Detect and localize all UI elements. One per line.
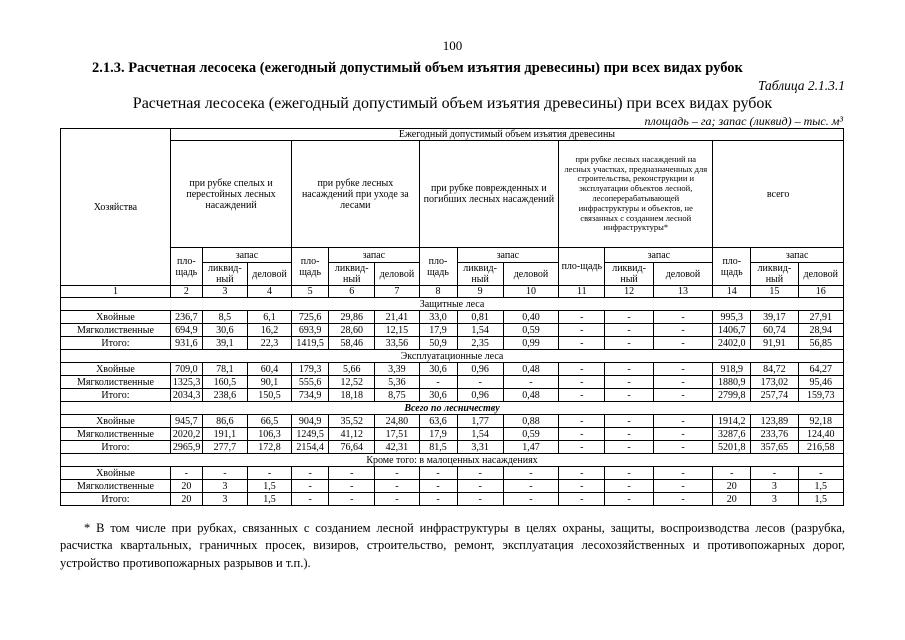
table-cell: -: [457, 493, 503, 506]
table-cell: -: [653, 376, 713, 389]
table-cell: -: [375, 480, 419, 493]
table-cell: 3: [751, 480, 798, 493]
table-cell: 1,47: [503, 441, 558, 454]
table-cell: 17,9: [419, 324, 457, 337]
table-cell: 33,0: [419, 311, 457, 324]
section-heading: 2.1.3. Расчетная лесосека (ежегодный допустимый объем изъятия древесины) при всех видах рубок: [92, 60, 743, 76]
allowable-cut-table: [60, 128, 844, 506]
table-cell: -: [653, 363, 713, 376]
table-cell: -: [559, 337, 605, 350]
table-row: [61, 441, 844, 454]
table-cell: 555,6: [292, 376, 329, 389]
table-cell: -: [457, 376, 503, 389]
row-farm-name: Хвойные: [61, 415, 171, 428]
units-label: площадь – га; запас (ликвид) – тыс. м³: [644, 114, 843, 128]
table-cell: -: [292, 467, 329, 480]
table-cell: 216,58: [798, 441, 843, 454]
header-liquid: ликвид-ный: [751, 263, 798, 286]
table-cell: 1419,5: [292, 337, 329, 350]
table-cell: 20: [713, 480, 751, 493]
table-cell: 191,1: [202, 428, 247, 441]
table-cell: 1,5: [798, 480, 843, 493]
table-cell: -: [202, 467, 247, 480]
table-cell: -: [605, 389, 653, 402]
table-cell: 2154,4: [292, 441, 329, 454]
table-cell: 3,31: [457, 441, 503, 454]
column-number: 5: [292, 286, 329, 298]
column-number: 9: [457, 286, 503, 298]
section-title: Защитные леса: [61, 298, 844, 311]
table-cell: 106,3: [247, 428, 291, 441]
row-farm-name: Хвойные: [61, 311, 171, 324]
column-number: 16: [798, 286, 843, 298]
table-cell: -: [653, 467, 713, 480]
table-cell: 1,5: [247, 493, 291, 506]
table-cell: 81,5: [419, 441, 457, 454]
table-cell: -: [605, 311, 653, 324]
header-business: деловой: [798, 263, 843, 286]
table-cell: 0,99: [503, 337, 558, 350]
table-cell: 27,91: [798, 311, 843, 324]
header-business: деловой: [653, 263, 713, 286]
header-group-total: всего: [713, 141, 844, 248]
footnote: * В том числе при рубках, связанных с созданием лесной инфраструктуры в целях охраны, защиты, воспроизводства лесов (разрубка, расчистка квартальных, граничных просек, визиров, строительство, ремонт, эксплуатация лесохозяйственных и противопожарных дорог, устройство противопожарных разрывов и т.п.).: [60, 521, 845, 570]
table-cell: -: [329, 493, 375, 506]
section-title: Эксплуатационные леса: [61, 350, 844, 363]
row-farm-name: Мягколиственные: [61, 480, 171, 493]
header-area: пло-щадь: [419, 248, 457, 286]
table-cell: -: [653, 480, 713, 493]
table-cell: -: [559, 376, 605, 389]
row-farm-name: Итого:: [61, 493, 171, 506]
table-cell: 172,8: [247, 441, 291, 454]
row-farm-name: Хвойные: [61, 363, 171, 376]
table-cell: -: [653, 337, 713, 350]
table-cell: -: [559, 415, 605, 428]
table-cell: -: [503, 467, 558, 480]
table-row: [61, 337, 844, 350]
table-cell: 0,96: [457, 363, 503, 376]
table-row: [61, 376, 844, 389]
table-cell: 0,40: [503, 311, 558, 324]
table-cell: -: [653, 428, 713, 441]
table-cell: 160,5: [202, 376, 247, 389]
table-cell: -: [559, 311, 605, 324]
table-cell: 277,7: [202, 441, 247, 454]
header-business: деловой: [503, 263, 558, 286]
table-cell: -: [503, 376, 558, 389]
table-cell: -: [559, 324, 605, 337]
table-cell: 20: [170, 493, 202, 506]
header-area: пло-щадь: [292, 248, 329, 286]
table-cell: 0,48: [503, 389, 558, 402]
table-cell: -: [605, 428, 653, 441]
table-row: [61, 324, 844, 337]
header-business: деловой: [375, 263, 419, 286]
table-cell: 39,17: [751, 311, 798, 324]
table-cell: -: [170, 467, 202, 480]
table-row: [61, 428, 844, 441]
table-cell: 2034,3: [170, 389, 202, 402]
table-cell: 238,6: [202, 389, 247, 402]
column-number: 3: [202, 286, 247, 298]
table-cell: -: [419, 493, 457, 506]
table-cell: -: [713, 467, 751, 480]
table-cell: 2799,8: [713, 389, 751, 402]
table-cell: 16,2: [247, 324, 291, 337]
table-cell: -: [457, 467, 503, 480]
header-stock: запас: [751, 248, 844, 263]
column-number: 13: [653, 286, 713, 298]
table-cell: -: [605, 363, 653, 376]
table-cell: 58,46: [329, 337, 375, 350]
column-number: 4: [247, 286, 291, 298]
table-cell: 1,5: [247, 480, 291, 493]
table-cell: 92,18: [798, 415, 843, 428]
header-liquid: ликвид-ный: [202, 263, 247, 286]
table-cell: 35,52: [329, 415, 375, 428]
page-number: 100: [442, 38, 463, 53]
header-area: пло-щадь: [713, 248, 751, 286]
table-cell: 12,52: [329, 376, 375, 389]
table-row: [61, 415, 844, 428]
table-cell: 1325,3: [170, 376, 202, 389]
table-cell: 17,9: [419, 428, 457, 441]
section-title: Всего по лесничеству: [61, 402, 844, 415]
table-cell: 725,6: [292, 311, 329, 324]
table-cell: -: [653, 415, 713, 428]
table-row: [61, 467, 844, 480]
table-cell: -: [559, 467, 605, 480]
table-cell: -: [751, 467, 798, 480]
column-number: 10: [503, 286, 558, 298]
section-title: Кроме того: в малоценных насаждениях: [61, 454, 844, 467]
table-cell: -: [457, 480, 503, 493]
table-cell: -: [605, 441, 653, 454]
table-cell: -: [653, 493, 713, 506]
table-title: Расчетная лесосека (ежегодный допустимый объем изъятия древесины) при всех видах рубок: [132, 95, 773, 112]
table-cell: 1249,5: [292, 428, 329, 441]
table-cell: 12,15: [375, 324, 419, 337]
table-cell: 60,74: [751, 324, 798, 337]
header-group-mature: при рубке спелых и перестойных лесных насаждений: [170, 141, 291, 248]
table-cell: 0,59: [503, 428, 558, 441]
column-number: 7: [375, 286, 419, 298]
header-group-infrastructure: при рубке лесных насаждений на лесных участках, предназначенных для строительства, реконструкции и эксплуатации объектов лесной, лесоперерабатывающей инфраструктуры и объектов, не связанных с созданием лесной инфраструктуры*: [559, 141, 713, 248]
table-cell: -: [559, 441, 605, 454]
table-cell: 918,9: [713, 363, 751, 376]
table-cell: -: [605, 415, 653, 428]
column-number: 12: [605, 286, 653, 298]
table-cell: 3,39: [375, 363, 419, 376]
table-cell: -: [653, 324, 713, 337]
table-cell: 20: [170, 480, 202, 493]
table-cell: -: [605, 324, 653, 337]
table-cell: 90,1: [247, 376, 291, 389]
table-cell: -: [559, 389, 605, 402]
table-cell: 693,9: [292, 324, 329, 337]
table-cell: -: [605, 337, 653, 350]
header-annual-volume: Ежегодный допустимый объем изъятия древесины: [170, 129, 843, 141]
table-cell: 123,89: [751, 415, 798, 428]
header-area: пло-щадь: [559, 248, 605, 286]
table-row: [61, 389, 844, 402]
table-cell: 5201,8: [713, 441, 751, 454]
table-cell: 56,85: [798, 337, 843, 350]
table-cell: 86,6: [202, 415, 247, 428]
table-cell: 22,3: [247, 337, 291, 350]
header-group-damaged: при рубке поврежденных и погибших лесных насаждений: [419, 141, 559, 248]
row-farm-name: Мягколиственные: [61, 324, 171, 337]
table-cell: -: [559, 428, 605, 441]
table-cell: 21,41: [375, 311, 419, 324]
table-cell: 931,6: [170, 337, 202, 350]
column-number: 6: [329, 286, 375, 298]
table-cell: 60,4: [247, 363, 291, 376]
table-cell: 179,3: [292, 363, 329, 376]
header-liquid: ликвид-ный: [329, 263, 375, 286]
table-cell: 995,3: [713, 311, 751, 324]
table-cell: -: [653, 441, 713, 454]
table-cell: 236,7: [170, 311, 202, 324]
row-farm-name: Мягколиственные: [61, 428, 171, 441]
table-cell: 1,5: [798, 493, 843, 506]
table-cell: 150,5: [247, 389, 291, 402]
table-cell: 42,31: [375, 441, 419, 454]
table-cell: 8,5: [202, 311, 247, 324]
table-cell: -: [653, 311, 713, 324]
table-cell: 63,6: [419, 415, 457, 428]
table-cell: 78,1: [202, 363, 247, 376]
table-cell: -: [247, 467, 291, 480]
table-cell: 0,96: [457, 389, 503, 402]
table-cell: 76,64: [329, 441, 375, 454]
table-cell: 694,9: [170, 324, 202, 337]
row-farm-name: Итого:: [61, 389, 171, 402]
table-cell: -: [419, 480, 457, 493]
table-cell: -: [375, 493, 419, 506]
table-cell: 1406,7: [713, 324, 751, 337]
table-cell: 3: [202, 493, 247, 506]
table-cell: -: [292, 493, 329, 506]
table-cell: -: [559, 480, 605, 493]
table-row: [61, 311, 844, 324]
table-cell: 29,86: [329, 311, 375, 324]
table-cell: 20: [713, 493, 751, 506]
table-cell: 24,80: [375, 415, 419, 428]
table-cell: 0,59: [503, 324, 558, 337]
table-cell: 1880,9: [713, 376, 751, 389]
table-row: [61, 493, 844, 506]
column-number: 14: [713, 286, 751, 298]
table-cell: -: [605, 480, 653, 493]
row-farm-name: Хвойные: [61, 467, 171, 480]
header-stock: запас: [457, 248, 559, 263]
table-cell: -: [798, 467, 843, 480]
table-cell: -: [605, 467, 653, 480]
table-cell: -: [503, 480, 558, 493]
table-cell: 124,40: [798, 428, 843, 441]
table-cell: 28,60: [329, 324, 375, 337]
table-cell: 41,12: [329, 428, 375, 441]
row-farm-name: Итого:: [61, 337, 171, 350]
header-farm: Хозяйства: [61, 129, 171, 286]
table-cell: 30,6: [419, 363, 457, 376]
table-cell: 91,91: [751, 337, 798, 350]
header-stock: запас: [605, 248, 713, 263]
table-cell: 1914,2: [713, 415, 751, 428]
table-cell: -: [329, 467, 375, 480]
column-number: 15: [751, 286, 798, 298]
table-cell: 84,72: [751, 363, 798, 376]
header-stock: запас: [202, 248, 291, 263]
table-cell: -: [419, 467, 457, 480]
table-cell: 1,54: [457, 324, 503, 337]
column-number: 8: [419, 286, 457, 298]
table-cell: -: [653, 389, 713, 402]
table-cell: 17,51: [375, 428, 419, 441]
table-cell: 28,94: [798, 324, 843, 337]
header-liquid: ликвид-ный: [457, 263, 503, 286]
column-number: 11: [559, 286, 605, 298]
table-cell: 5,66: [329, 363, 375, 376]
table-cell: 159,73: [798, 389, 843, 402]
table-cell: -: [605, 376, 653, 389]
table-cell: 2965,9: [170, 441, 202, 454]
table-cell: -: [292, 480, 329, 493]
table-cell: 257,74: [751, 389, 798, 402]
table-cell: 33,56: [375, 337, 419, 350]
table-cell: 904,9: [292, 415, 329, 428]
table-cell: 173,02: [751, 376, 798, 389]
table-row: [61, 363, 844, 376]
table-cell: 1,77: [457, 415, 503, 428]
table-cell: -: [375, 467, 419, 480]
table-cell: -: [559, 363, 605, 376]
table-cell: 709,0: [170, 363, 202, 376]
table-row: [61, 480, 844, 493]
header-liquid: ликвид-ный: [605, 263, 653, 286]
table-cell: 734,9: [292, 389, 329, 402]
table-cell: -: [419, 376, 457, 389]
row-farm-name: Итого:: [61, 441, 171, 454]
column-number: 1: [61, 286, 171, 298]
header-stock: запас: [329, 248, 419, 263]
table-cell: 0,81: [457, 311, 503, 324]
column-number: 2: [170, 286, 202, 298]
table-cell: 3287,6: [713, 428, 751, 441]
table-cell: 6,1: [247, 311, 291, 324]
table-cell: 30,6: [202, 324, 247, 337]
header-group-care: при рубке лесных насаждений при уходе за лесами: [292, 141, 419, 248]
table-cell: 2020,2: [170, 428, 202, 441]
table-cell: -: [503, 493, 558, 506]
table-cell: 5,36: [375, 376, 419, 389]
table-cell: 2402,0: [713, 337, 751, 350]
table-cell: 357,65: [751, 441, 798, 454]
table-cell: 8,75: [375, 389, 419, 402]
table-cell: -: [605, 493, 653, 506]
header-area: пло-щадь: [170, 248, 202, 286]
row-farm-name: Мягколиственные: [61, 376, 171, 389]
table-cell: 50,9: [419, 337, 457, 350]
table-cell: 945,7: [170, 415, 202, 428]
table-cell: 95,46: [798, 376, 843, 389]
table-cell: 3: [202, 480, 247, 493]
table-cell: 39,1: [202, 337, 247, 350]
table-cell: -: [329, 480, 375, 493]
table-cell: 0,48: [503, 363, 558, 376]
header-business: деловой: [247, 263, 291, 286]
table-cell: 64,27: [798, 363, 843, 376]
table-cell: 1,54: [457, 428, 503, 441]
table-cell: 0,88: [503, 415, 558, 428]
table-cell: -: [559, 493, 605, 506]
table-cell: 3: [751, 493, 798, 506]
table-cell: 18,18: [329, 389, 375, 402]
table-cell: 233,76: [751, 428, 798, 441]
table-cell: 66,5: [247, 415, 291, 428]
table-label: Таблица 2.1.3.1: [757, 78, 845, 93]
table-cell: 30,6: [419, 389, 457, 402]
table-cell: 2,35: [457, 337, 503, 350]
